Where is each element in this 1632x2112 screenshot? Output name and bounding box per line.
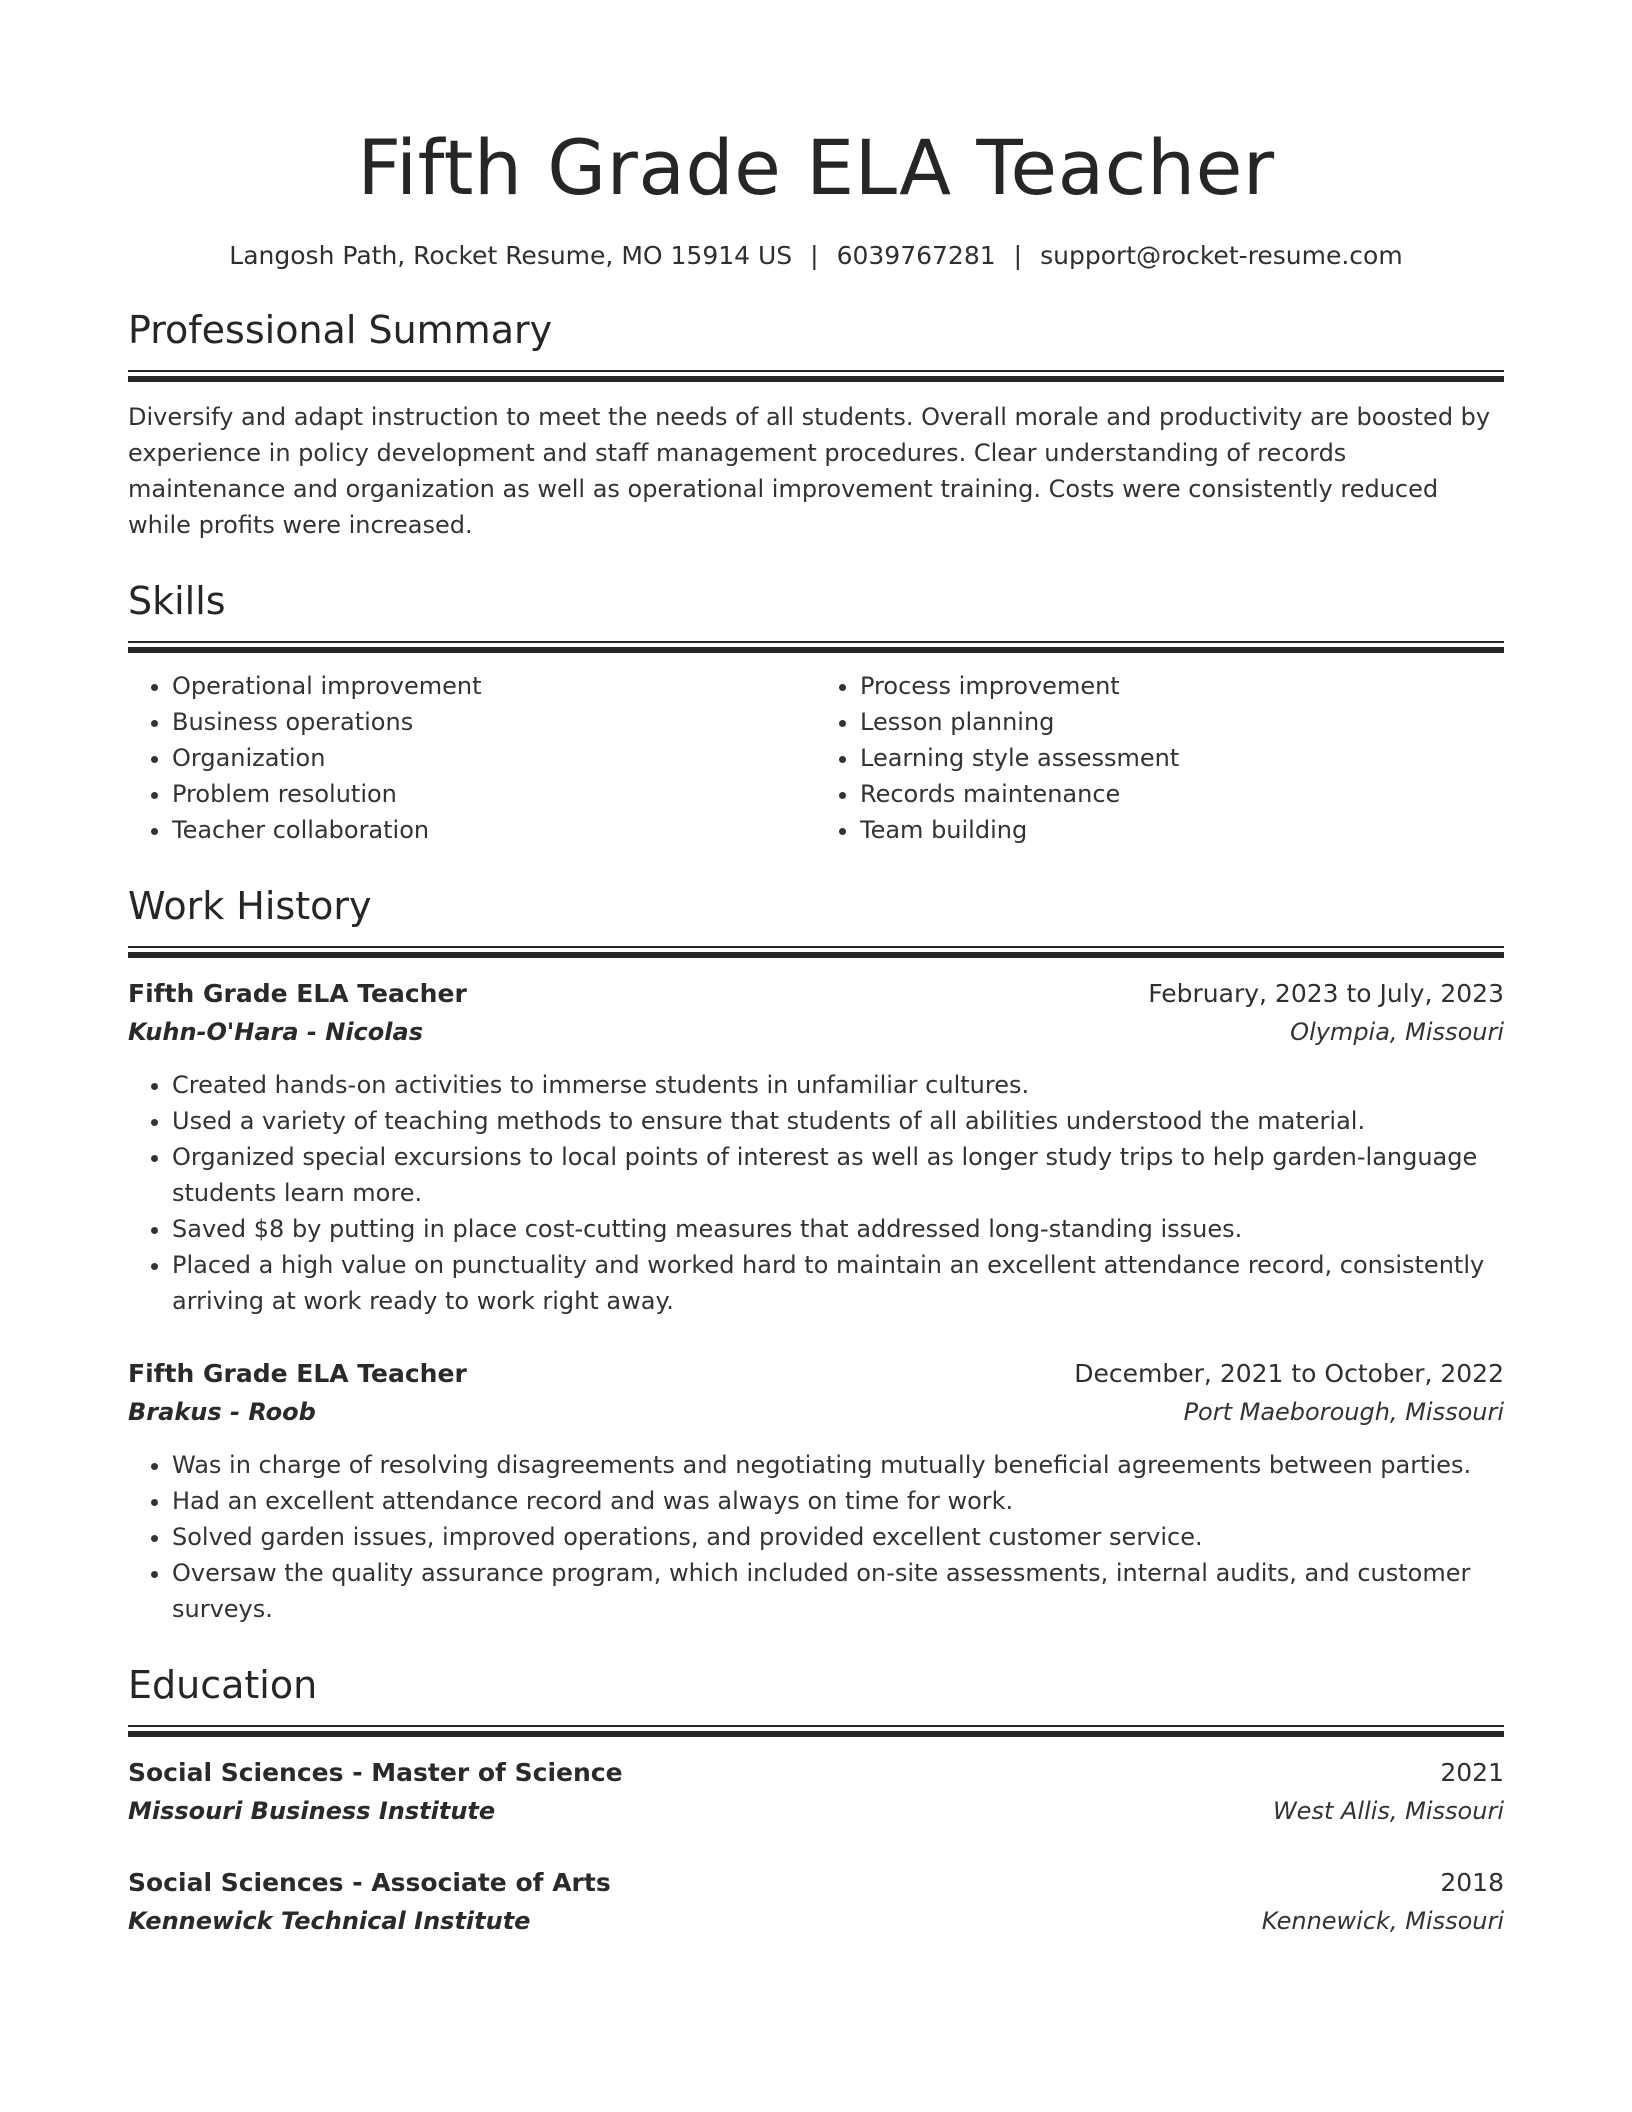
job-entry — [128, 1355, 1504, 1627]
skill-item: • Team building — [860, 812, 1504, 848]
job-dates: December, 2021 to October, 2022 — [1074, 1359, 1504, 1388]
contact-line — [128, 240, 1504, 272]
job-bullet: • Solved garden issues, improved operations, and provided excellent customer service. — [172, 1519, 1504, 1555]
education-location: Kennewick, Missouri — [1261, 1907, 1504, 1935]
job-bullet: • Had an excellent attendance record and was always on time for work. — [172, 1483, 1504, 1519]
contact-email: support@rocket-resume.com — [1040, 241, 1403, 270]
skill-item: • Operational improvement — [172, 668, 816, 704]
job-employer: Brakus - Roob — [128, 1398, 316, 1426]
work-history-section — [128, 882, 1504, 1627]
skills-right-column — [816, 668, 1504, 848]
education-school: Missouri Business Institute — [128, 1797, 496, 1825]
resume-content — [128, 118, 1504, 1940]
skill-item: • Business operations — [172, 704, 816, 740]
job-bullet: • Was in charge of resolving disagreements and negotiating mutually beneficial agreements between parties. — [172, 1447, 1504, 1483]
candidate-name: Fifth Grade ELA Teacher — [357, 123, 1275, 212]
job-bullet: • Oversaw the quality assurance program, which included on-site assessments, internal audits, and customer surveys. — [172, 1555, 1504, 1627]
skill-item: • Records maintenance — [860, 776, 1504, 812]
contact-separator: | — [1013, 241, 1023, 270]
section-title-skills: Skills — [128, 579, 226, 623]
job-employer: Kuhn-O'Hara - Nicolas — [128, 1018, 423, 1046]
section-divider — [128, 641, 1504, 652]
skill-item: • Problem resolution — [172, 776, 816, 812]
skills-left-column — [128, 668, 816, 848]
job-bullet: • Created hands-on activities to immerse students in unfamiliar cultures. — [172, 1067, 1504, 1103]
education-year: 2021 — [1440, 1758, 1504, 1787]
job-bullet: • Used a variety of teaching methods to ensure that students of all abilities understood the material. — [172, 1103, 1504, 1139]
job-title: Fifth Grade ELA Teacher — [128, 979, 467, 1008]
education-year: 2018 — [1440, 1868, 1504, 1897]
section-title-education: Education — [128, 1663, 318, 1707]
job-bullet: • Placed a high value on punctuality and worked hard to maintain an excellent attendance record, consistently arriving at work ready to work right away. — [172, 1247, 1504, 1319]
section-title-summary: Professional Summary — [128, 308, 553, 352]
education-entry — [128, 1754, 1504, 1830]
contact-address: Langosh Path, Rocket Resume, MO 15914 US — [229, 241, 793, 270]
education-location: West Allis, Missouri — [1272, 1797, 1504, 1825]
contact-separator: | — [810, 241, 819, 270]
job-location: Olympia, Missouri — [1290, 1018, 1504, 1046]
job-bullets — [128, 1067, 1504, 1319]
skill-item: • Lesson planning — [860, 704, 1504, 740]
education-section — [128, 1661, 1504, 1940]
education-degree: Social Sciences - Master of Science — [128, 1758, 623, 1787]
job-bullets — [128, 1447, 1504, 1627]
section-divider — [128, 946, 1504, 957]
skills-columns — [128, 668, 1504, 848]
skills-section — [128, 577, 1504, 848]
contact-phone: 6039767281 — [836, 241, 996, 270]
job-bullet: • Saved $8 by putting in place cost-cutting measures that addressed long-standing issues. — [172, 1211, 1504, 1247]
section-divider — [128, 370, 1504, 381]
summary-text: Diversify and adapt instruction to meet the needs of all students. Overall morale and productivity are boosted by experience in policy development and staff management procedures. Clear understanding of records maintenance and organization as well as operational improvement training. Costs were consistently reduced while profits were increased. — [128, 403, 1491, 539]
job-entry — [128, 975, 1504, 1319]
section-divider — [128, 1725, 1504, 1736]
job-bullet: • Organized special excursions to local points of interest as well as longer study trips to help garden-language students learn more. — [172, 1139, 1504, 1211]
education-entry — [128, 1864, 1504, 1940]
job-location: Port Maeborough, Missouri — [1183, 1398, 1504, 1426]
skill-item: • Teacher collaboration — [172, 812, 816, 848]
education-degree: Social Sciences - Associate of Arts — [128, 1868, 611, 1897]
summary-section — [128, 306, 1504, 543]
skill-item: • Process improvement — [860, 668, 1504, 704]
education-school: Kennewick Technical Institute — [128, 1907, 531, 1935]
skill-item: • Organization — [172, 740, 816, 776]
job-dates: February, 2023 to July, 2023 — [1148, 979, 1504, 1008]
section-title-work: Work History — [128, 884, 372, 928]
job-title: Fifth Grade ELA Teacher — [128, 1359, 467, 1388]
skill-item: • Learning style assessment — [860, 740, 1504, 776]
